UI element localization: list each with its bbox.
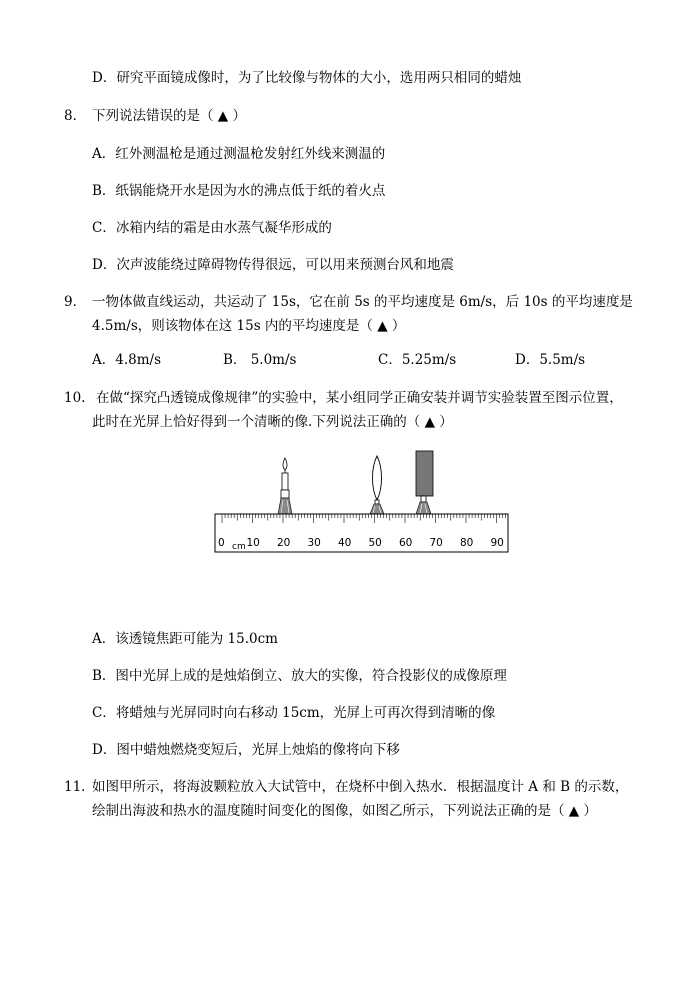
ruler-tick-label: 0 xyxy=(218,537,225,549)
ruler-tick-label: 80 xyxy=(460,537,474,549)
q11-stem-line2: 绘制出海波和热水的温度随时间变化的图像，如图乙所示，下列说法正确的是（ ▲ ） xyxy=(92,803,597,819)
ruler-tick-label: 40 xyxy=(338,537,352,549)
q9-number: 9． xyxy=(64,294,87,310)
q9-stem-line2: 4.5m/s，则该物体在这 15s 内的平均速度是（ ▲ ） xyxy=(92,318,406,334)
ruler-tick-label: 70 xyxy=(429,537,443,549)
optical-bench-figure xyxy=(210,446,515,556)
ruler-tick-label: 50 xyxy=(368,537,382,549)
ruler-tick-label: 60 xyxy=(399,537,413,549)
q8-option-b: B．纸锅能烧开水是因为水的沸点低于纸的着火点 xyxy=(92,183,386,199)
light-screen xyxy=(416,451,433,514)
candle xyxy=(278,458,292,514)
q9-stem-line1: 一物体做直线运动，共运动了 15s，它在前 5s 的平均速度是 6m/s，后 10s 的平均速度是 xyxy=(92,294,633,310)
q10-option-c: C．将蜡烛与光屏同时向右移动 15cm，光屏上可再次得到清晰的像 xyxy=(92,705,496,721)
q11-stem-line1: 如图甲所示，将海波颗粒放入大试管中，在烧杯中倒入热水．根据温度计 A 和 B 的示数， xyxy=(92,779,629,795)
q8-option-d: D．次声波能绕过障碍物传得很远，可以用来预测台风和地震 xyxy=(92,257,454,273)
q10-number: 10. xyxy=(64,390,86,406)
q10-option-a: A．该透镜焦距可能为 15.0cm xyxy=(92,631,278,647)
q8-stem: 下列说法错误的是（ ▲ ） xyxy=(92,108,246,124)
q11-number: 11． xyxy=(64,779,95,795)
ruler-tick-label: 90 xyxy=(490,537,504,549)
q8-option-a: A．红外测温枪是通过测温枪发射红外线来测温的 xyxy=(92,146,386,162)
q7-option-d: D．研究平面镜成像时，为了比较像与物体的大小，选用两只相同的蜡烛 xyxy=(92,70,522,86)
ruler xyxy=(215,514,508,552)
q9-option-a: A．4.8m/s xyxy=(92,352,161,368)
optical-bench-svg xyxy=(210,446,515,556)
q9-option-d: D．5.5m/s xyxy=(515,352,586,368)
ruler-tick-label: 20 xyxy=(277,537,291,549)
q10-stem-line2: 此时在光屏上恰好得到一个清晰的像.下列说法正确的（ ▲ ） xyxy=(92,414,453,430)
q10-option-d: D．图中蜡烛燃烧变短后，光屏上烛焰的像将向下移 xyxy=(92,742,400,758)
convex-lens xyxy=(370,456,384,514)
q8-option-c: C．冰箱内结的霜是由水蒸气凝华形成的 xyxy=(92,220,332,236)
q8-number: 8． xyxy=(64,108,87,124)
q9-option-c: C．5.25m/s xyxy=(378,352,457,368)
ruler-unit: cm xyxy=(232,542,246,552)
q9-option-b: B． 5.0m/s xyxy=(223,352,297,368)
ruler-tick-label: 30 xyxy=(307,537,321,549)
ruler-tick-label: 10 xyxy=(246,537,260,549)
q10-option-b: B．图中光屏上成的是烛焰倒立、放大的实像，符合投影仪的成像原理 xyxy=(92,668,507,684)
q10-stem-line1: 在做“探究凸透镜成像规律”的实验中，某小组同学正确安装并调节实验装置至图示位置， xyxy=(96,390,623,406)
